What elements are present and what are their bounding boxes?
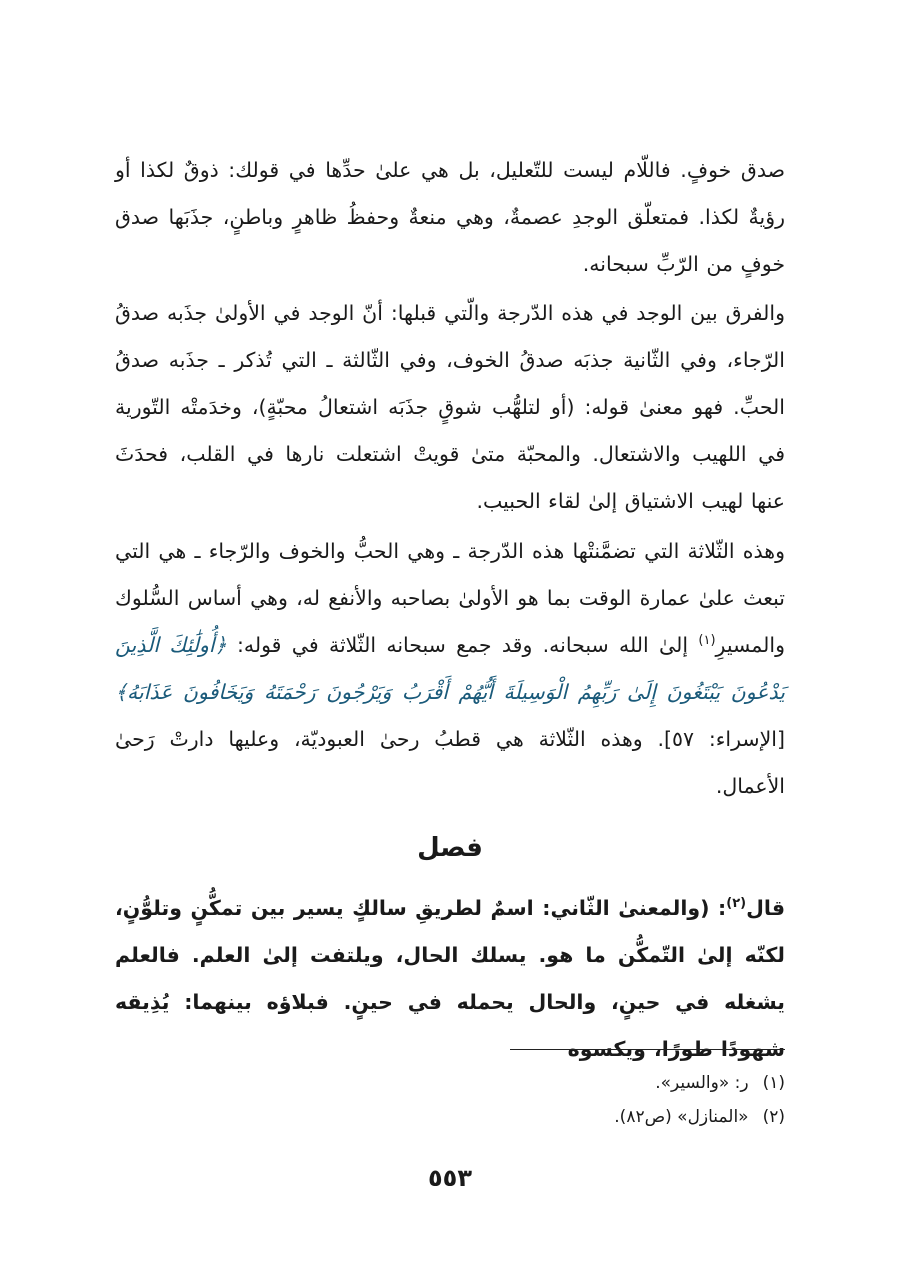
- paragraph-4-body: [115, 885, 785, 1073]
- footnote-2-number: (٢): [762, 1107, 785, 1127]
- paragraph-4: [115, 885, 785, 1073]
- paragraph-2: [115, 290, 785, 525]
- footnote-2: [115, 1100, 785, 1134]
- paragraph-2-text: والفرق بين الوجد في هذه الدّرجة والّتي قبلها: أنّ الوجد في الأولىٰ جذَبه صدقُ الرّجاء، وفي الثّانية جذبَه صدقُ الخوف، وفي الثّالثة ـ التي تُذكر ـ جذَبه صدقُ الحبِّ. فهو معنىٰ قوله: (أو لتلهُّب شوقٍ جذَبَه اشتعالُ محبّةٍ)، وخدَمتْه التّورية في اللهيب والاشتعال. والمحبّة متىٰ قويتْ اشتعلت نارها في القلب، فحدَثَ عنها لهيب الاشتياق إلىٰ لقاء الحبيب.: [115, 301, 785, 513]
- paragraph-3-text-before-ref: وهذه الثّلاثة التي تضمَّنتْها هذه الدّرجة ـ وهي الحبُّ والخوف والرّجاء ـ هي التي تبعث علىٰ عمارة الوقت بما هو الأولىٰ بصاحبه والأنفع له، وهي أساس السُّلوك والمسيرِ: [115, 539, 785, 657]
- quran-verse: ﴿أُولَٰئِكَ الَّذِينَ يَدْعُونَ يَبْتَغُونَ إِلَىٰ رَبِّهِمُ الْوَسِيلَةَ أَيُّهُمْ أَقْرَبُ وَيَرْجُونَ رَحْمَتَهُ وَيَخَافُونَ عَذَابَهُ﴾: [115, 633, 785, 704]
- page-number: ٥٥٣: [428, 1164, 472, 1192]
- footnote-1: [115, 1066, 785, 1100]
- paragraph-4-text: : (والمعنىٰ الثّاني: اسمٌ لطريقِ سالكٍ يسير بين تمكُّنٍ وتلوُّنٍ، لكنّه إلىٰ التّمكُّن ما هو. يسلك الحال، ويلتفت إلىٰ العلم. فالعلم يشغله في حينٍ، والحال يحمله في حينٍ. فبلاؤه بينهما: يُذِيقه شهودًا طورًا، ويكسوه: [115, 896, 785, 1061]
- footnote-2-text: «المنازل» (ص٨٢).: [614, 1107, 749, 1127]
- paragraph-1: [115, 147, 785, 288]
- paragraph-4-label: قال: [746, 896, 785, 920]
- paragraph-3-text-after-ref: إلىٰ الله سبحانه. وقد جمع سبحانه الثّلاثة في قوله:: [236, 633, 689, 657]
- footnote-ref-2: (٢): [726, 896, 747, 912]
- footnote-1-text: ر: «والسير».: [655, 1073, 749, 1093]
- paragraph-1-text: صدق خوفٍ. فاللّام ليست للتّعليل، بل هي علىٰ حدِّها في قولك: ذوقٌ لكذا أو رؤيةٌ لكذا. فمتعلّق الوجدِ عصمةٌ، وهي منعةٌ وحفظُ ظاهرٍ وباطنٍ، جذَبَها صدق خوفٍ من الرّبِّ سبحانه.: [115, 158, 785, 276]
- section-title: فصل: [417, 833, 483, 863]
- verse-citation: [الإسراء: ٥٧].: [657, 727, 785, 751]
- paragraph-3-text-after-verse: وهذه الثّلاثة هي قطبُ رحىٰ العبوديّة، وعليها دارتْ رَحىٰ الأعمال.: [115, 727, 785, 798]
- footnote-1-number: (١): [762, 1073, 785, 1093]
- footnote-ref-1: (١): [698, 633, 716, 649]
- footnotes: [115, 1066, 785, 1134]
- footnote-divider: [510, 1049, 785, 1050]
- paragraph-3: [115, 528, 785, 810]
- paragraph-3-body: [115, 528, 785, 810]
